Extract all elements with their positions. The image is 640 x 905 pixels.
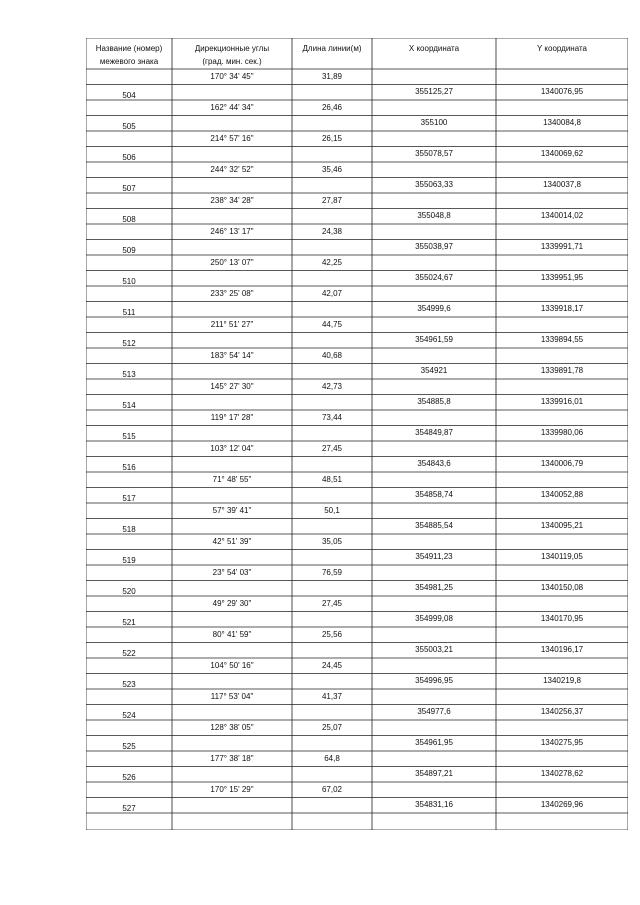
point-name: 517	[122, 494, 136, 503]
coordinates-table	[86, 38, 628, 830]
header-name	[86, 42, 172, 68]
point-name: 508	[122, 215, 136, 224]
segment-length: 35,46	[321, 165, 343, 174]
segment-length: 27,45	[321, 599, 343, 608]
point-name: 505	[122, 122, 136, 131]
segment-angle: 145° 27' 30"	[210, 382, 254, 391]
point-x-coordinate: 355078,57	[415, 149, 453, 158]
point-name: 516	[122, 463, 136, 472]
segment-length: 76,59	[321, 568, 343, 577]
point-y-coordinate: 1339916,01	[540, 397, 584, 406]
segment-angle: 71° 48' 55"	[212, 475, 252, 484]
segment-angle: 170° 15' 29"	[210, 785, 254, 794]
segment-angle: 49° 29' 30"	[212, 599, 252, 608]
point-y-coordinate: 1340076,95	[540, 87, 584, 96]
point-x-coordinate: 354911,23	[415, 552, 453, 561]
point-y-coordinate: 1340256,37	[540, 707, 584, 716]
point-y-coordinate: 1339894,55	[540, 335, 584, 344]
point-y-coordinate: 1339951,95	[540, 273, 584, 282]
point-name: 523	[122, 680, 136, 689]
point-x-coordinate: 354849,87	[415, 428, 453, 437]
header-x: X координата	[408, 44, 460, 53]
segment-length: 31,89	[321, 72, 343, 81]
point-name: 515	[122, 432, 136, 441]
segment-length: 24,38	[321, 227, 343, 236]
point-x-coordinate: 354897,21	[415, 769, 453, 778]
segment-angle: 104° 50' 16"	[210, 661, 254, 670]
header-angle-line1: Дирекционные углы	[194, 44, 270, 53]
point-y-coordinate: 1340278,62	[540, 769, 584, 778]
point-y-coordinate: 1340069,62	[540, 149, 584, 158]
segment-length: 73,44	[321, 413, 343, 422]
point-name: 519	[122, 556, 136, 565]
point-name: 527	[122, 804, 136, 813]
point-x-coordinate: 355048,8	[417, 211, 451, 220]
point-name: 504	[122, 91, 136, 100]
point-name: 525	[122, 742, 136, 751]
point-y-coordinate: 1340196,17	[540, 645, 584, 654]
segment-length: 50,1	[324, 506, 340, 515]
point-x-coordinate: 354961,95	[415, 738, 453, 747]
point-y-coordinate: 1340119,05	[541, 552, 583, 561]
segment-length: 27,45	[321, 444, 343, 453]
point-x-coordinate: 354961,59	[415, 335, 453, 344]
segment-angle: 57° 39' 41"	[212, 506, 252, 515]
segment-length: 40,68	[321, 351, 343, 360]
segment-angle: 119° 17' 28"	[210, 413, 254, 422]
point-name: 518	[122, 525, 136, 534]
segment-angle: 214° 57' 16"	[210, 134, 254, 143]
segment-length: 48,51	[321, 475, 343, 484]
point-name: 513	[122, 370, 136, 379]
segment-angle: 117° 53' 04"	[210, 692, 254, 701]
segment-length: 35,05	[321, 537, 343, 546]
point-y-coordinate: 1340219,8	[543, 676, 581, 685]
segment-angle: 170° 34' 45"	[210, 72, 254, 81]
point-x-coordinate: 354996,95	[415, 676, 453, 685]
point-x-coordinate: 354981,25	[415, 583, 453, 592]
point-x-coordinate: 355063,33	[415, 180, 453, 189]
segment-angle: 183° 54' 14"	[210, 351, 254, 360]
point-name: 522	[122, 649, 136, 658]
segment-angle: 103° 12' 04"	[210, 444, 254, 453]
point-name: 521	[122, 618, 136, 627]
point-x-coordinate: 354885,54	[415, 521, 453, 530]
header-length: Длина линии(м)	[302, 44, 362, 53]
segment-angle: 238° 34' 28"	[210, 196, 254, 205]
point-y-coordinate: 1339891,78	[540, 366, 584, 375]
segment-length: 25,56	[321, 630, 343, 639]
point-y-coordinate: 1340037,8	[543, 180, 581, 189]
point-x-coordinate: 354999,08	[415, 614, 453, 623]
point-name: 512	[122, 339, 136, 348]
point-y-coordinate: 1340006,79	[540, 459, 584, 468]
point-name: 506	[122, 153, 136, 162]
point-name: 510	[122, 277, 136, 286]
segment-angle: 42° 51' 39"	[212, 537, 252, 546]
point-x-coordinate: 354885,8	[417, 397, 451, 406]
point-x-coordinate: 355038,97	[415, 242, 453, 251]
segment-length: 41,37	[321, 692, 343, 701]
point-x-coordinate: 354858,74	[415, 490, 453, 499]
point-name: 511	[122, 308, 136, 317]
segment-angle: 211° 51' 27"	[210, 320, 254, 329]
point-x-coordinate: 355024,67	[415, 273, 453, 282]
segment-angle: 80° 41' 59"	[212, 630, 252, 639]
point-y-coordinate: 1340052,88	[540, 490, 584, 499]
point-y-coordinate: 1339991,71	[540, 242, 584, 251]
point-x-coordinate: 354921	[420, 366, 448, 375]
header-name-line1: Название (номер)	[95, 44, 163, 53]
header-name-line2: межевого знака	[99, 57, 159, 66]
segment-angle: 128° 38' 05"	[210, 723, 254, 732]
segment-angle: 233° 25' 08"	[210, 289, 254, 298]
point-y-coordinate: 1340084,8	[543, 118, 581, 127]
segment-length: 27,87	[321, 196, 343, 205]
point-name: 509	[122, 246, 136, 255]
segment-length: 24,45	[321, 661, 343, 670]
segment-angle: 250° 13' 07"	[210, 258, 254, 267]
segment-angle: 23° 54' 03"	[212, 568, 252, 577]
point-y-coordinate: 1339918,17	[540, 304, 584, 313]
point-y-coordinate: 1340150,08	[540, 583, 584, 592]
segment-length: 67,02	[321, 785, 343, 794]
segment-length: 42,73	[321, 382, 343, 391]
point-y-coordinate: 1340014,02	[540, 211, 584, 220]
segment-length: 44,75	[321, 320, 343, 329]
segment-length: 25,07	[321, 723, 343, 732]
point-name: 520	[122, 587, 136, 596]
segment-angle: 246° 13' 17"	[210, 227, 254, 236]
point-y-coordinate: 1340095,21	[540, 521, 584, 530]
point-name: 514	[122, 401, 136, 410]
point-y-coordinate: 1340275,95	[540, 738, 584, 747]
point-y-coordinate: 1340269,96	[540, 800, 584, 809]
header-angle-line2: (град. мин. сек.)	[202, 57, 262, 66]
segment-angle: 177° 38' 18"	[210, 754, 254, 763]
point-x-coordinate: 355100	[420, 118, 448, 127]
point-name: 507	[122, 184, 136, 193]
segment-length: 42,25	[321, 258, 343, 267]
point-y-coordinate: 1340170,95	[540, 614, 584, 623]
point-x-coordinate: 355003,21	[415, 645, 453, 654]
point-y-coordinate: 1339980,06	[540, 428, 584, 437]
point-x-coordinate: 354831,16	[415, 800, 453, 809]
point-x-coordinate: 354999,6	[417, 304, 451, 313]
point-x-coordinate: 354843,6	[417, 459, 451, 468]
point-name: 526	[122, 773, 136, 782]
segment-length: 26,15	[321, 134, 343, 143]
point-name: 524	[122, 711, 136, 720]
point-x-coordinate: 355125,27	[415, 87, 453, 96]
segment-angle: 162° 44' 34"	[210, 103, 254, 112]
header-angle	[172, 42, 292, 68]
point-x-coordinate: 354977,6	[417, 707, 451, 716]
segment-length: 42,07	[321, 289, 343, 298]
segment-angle: 244° 32' 52"	[210, 165, 254, 174]
header-y: Y координата	[536, 44, 588, 53]
segment-length: 64,8	[324, 754, 340, 763]
segment-length: 26,46	[321, 103, 343, 112]
